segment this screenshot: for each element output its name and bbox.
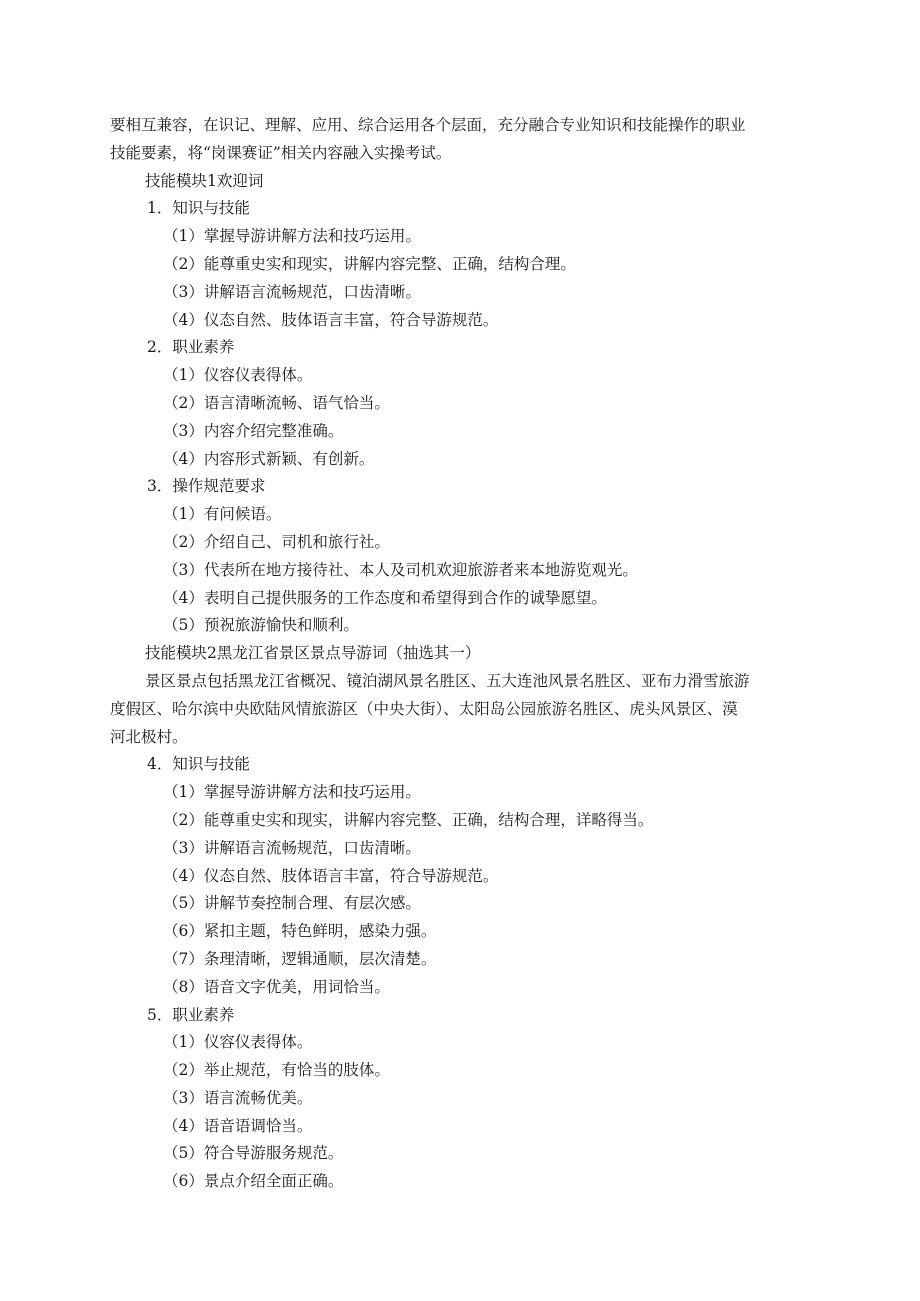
section-heading: 3．操作规范要求 [147, 477, 266, 496]
list-item: （1）仪容仪表得体。 [163, 366, 313, 385]
module-2-title: 技能模块2黑龙江省景区景点导游词（抽选其一） [145, 644, 481, 663]
module-2-description-line: 河北极村。 [110, 727, 188, 746]
module-2-description-line: 度假区、哈尔滨中央欧陆风情旅游区（中央大街）、太阳岛公园旅游名胜区、虎头风景区、漠 [110, 699, 738, 718]
list-item: （3）代表所在地方接待社、本人及司机欢迎旅游者来本地游览观光。 [163, 560, 638, 579]
list-item: （4）仪态自然、肢体语言丰富，符合导游规范。 [163, 866, 499, 885]
list-item: （2）语言清晰流畅、语气恰当。 [163, 393, 390, 412]
list-item: （5）讲解节奏控制合理、有层次感。 [163, 894, 421, 913]
list-item: （3）语言流畅优美。 [163, 1088, 313, 1107]
list-item: （8）语音文字优美，用词恰当。 [163, 977, 390, 996]
list-item: （4）内容形式新颖、有创新。 [163, 449, 375, 468]
list-item: （4）语音语调恰当。 [163, 1116, 313, 1135]
module-2-description-line: 景区景点包括黑龙江省概况、镜泊湖风景名胜区、五大连池风景名胜区、亚布力滑雪旅游 [145, 671, 750, 690]
module-1-title: 技能模块1欢迎词 [145, 171, 264, 190]
section-heading: 4．知识与技能 [147, 755, 250, 774]
list-item: （1）有问候语。 [163, 505, 282, 524]
list-item: （1）掌握导游讲解方法和技巧运用。 [163, 783, 421, 802]
list-item: （3）讲解语言流畅规范，口齿清晰。 [163, 282, 421, 301]
list-item: （2）举止规范，有恰当的肢体。 [163, 1061, 390, 1080]
section-heading: 5．职业素养 [147, 1005, 235, 1024]
list-item: （2）能尊重史实和现实，讲解内容完整、正确，结构合理。 [163, 254, 576, 273]
list-item: （5）符合导游服务规范。 [163, 1144, 344, 1163]
intro-line: 技能要素，将“岗课赛证”相关内容融入实操考试。 [110, 143, 452, 162]
section-heading: 2．职业素养 [147, 338, 235, 357]
list-item: （1）仪容仪表得体。 [163, 1033, 313, 1052]
section-heading: 1．知识与技能 [147, 199, 250, 218]
list-item: （5）预祝旅游愉快和顺利。 [163, 616, 359, 635]
list-item: （3）讲解语言流畅规范，口齿清晰。 [163, 838, 421, 857]
list-item: （3）内容介绍完整准确。 [163, 421, 344, 440]
list-item: （1）掌握导游讲解方法和技巧运用。 [163, 227, 421, 246]
document-body [110, 112, 818, 1196]
intro-line: 要相互兼容，在识记、理解、应用、综合运用各个层面，充分融合专业知识和技能操作的职业 [110, 116, 746, 134]
list-item: （2）能尊重史实和现实，讲解内容完整、正确，结构合理，详略得当。 [163, 810, 654, 829]
list-item: （6）紧扣主题，特色鲜明，感染力强。 [163, 922, 437, 941]
list-item: （2）介绍自己、司机和旅行社。 [163, 532, 390, 551]
list-item: （4）表明自己提供服务的工作态度和希望得到合作的诚挚愿望。 [163, 588, 607, 607]
list-item: （7）条理清晰，逻辑通顺，层次清楚。 [163, 949, 437, 968]
list-item: （6）景点介绍全面正确。 [163, 1172, 344, 1191]
list-item: （4）仪态自然、肢体语言丰富，符合导游规范。 [163, 310, 499, 329]
